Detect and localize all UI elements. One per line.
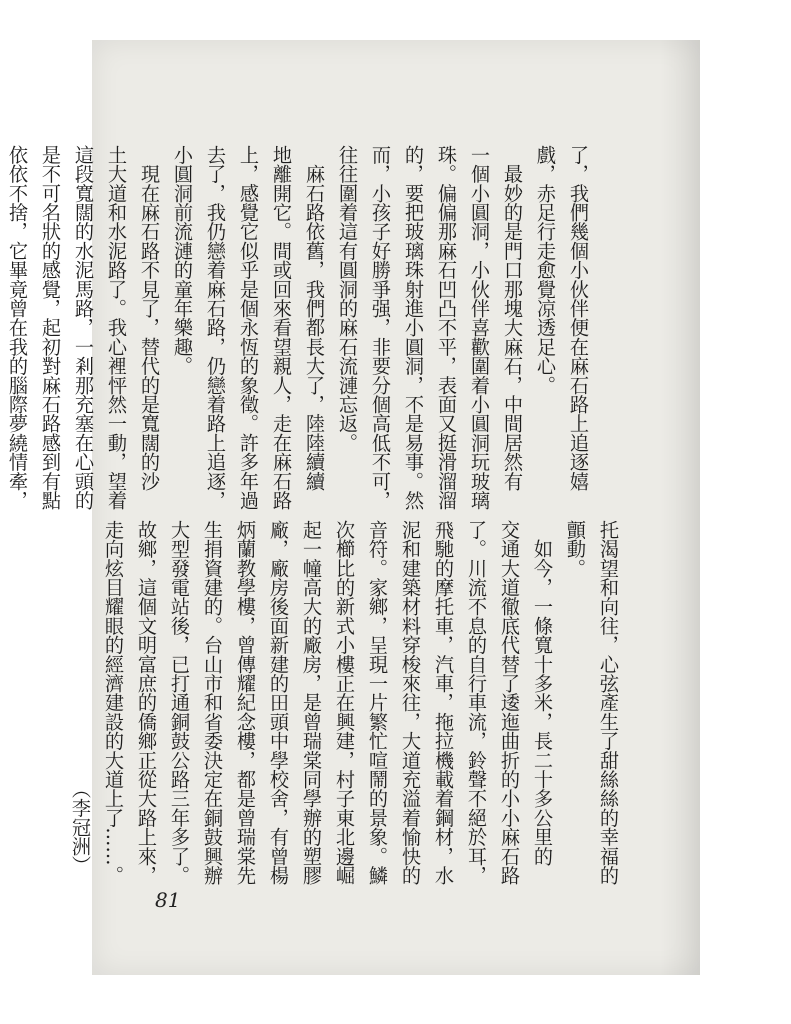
text-line: 托渴望和向往，心弦產生了甜絲絲的幸福的: [597, 520, 620, 885]
text-line: [0, 145, 1, 505]
text-line: 炳蘭教學樓，曾傳耀紀念樓，都是曾瑞棠先: [234, 520, 257, 885]
text-line: 是不可名狀的感覺，起初對麻石路感到有點: [39, 145, 62, 510]
text-line: 的，要把玻璃珠射進小圓洞，不是易事。然: [402, 145, 425, 510]
text-line: 現在麻石路不見了，替代的是寬闊的沙: [138, 145, 161, 491]
text-line: 起一幢高大的廠房，是曾瑞棠同學辦的塑膠: [300, 520, 323, 885]
text-line: 了，我們幾個小伙伴便在麻石路上追逐嬉: [567, 145, 590, 491]
text-line: 交通大道徹底代替了逶迤曲折的小小麻石路: [498, 520, 521, 885]
text-line: 而，小孩子好勝爭强，非要分個高低不可，: [369, 145, 392, 510]
text-line: 小圓洞前流漣的童年樂趣。: [171, 145, 194, 376]
text-line: 了。川流不息的自行車流，鈴聲不絕於耳，: [465, 520, 488, 885]
text-line: 依依不捨，它畢竟曾在我的腦際夢繞情牽，: [6, 145, 29, 510]
text-line: 去了，我仍戀着麻石路，仍戀着路上追逐，: [204, 145, 227, 510]
text-line: 生捐資建的。台山市和省委決定在銅鼓興辦: [201, 520, 224, 885]
text-line: 土大道和水泥路了。我心裡怦然一動，望着: [105, 145, 128, 510]
text-line: 戲，赤足行走愈覺凉透足心。: [534, 145, 557, 395]
text-line: 走向炫目耀眼的經濟建設的大道上了……。: [102, 520, 125, 885]
text-line: 如今，一條寬十多米，長二十多公里的: [531, 520, 554, 866]
text-line: 飛馳的摩托車，汽車，拖拉機載着鋼材，水: [432, 520, 455, 885]
text-line: 一個小圓洞，小伙伴喜歡圍着小圓洞玩玻璃: [468, 145, 491, 510]
text-line: 這段寬闊的水泥馬路，一剎那充塞在心頭的: [72, 145, 95, 510]
text-line: 泥和建築材料穿梭來往，大道充溢着愉快的: [399, 520, 422, 885]
text-line: 次櫛比的新式小樓正在興建，村子東北邊崛: [333, 520, 356, 885]
author-signature: （李冠洲）: [69, 779, 92, 875]
text-line: 音符。家鄉，呈現一片繁忙喧鬧的景象。鱗: [366, 520, 389, 885]
text-line: 珠。偏偏那麻石凹凸不平，表面又挺滑溜溜: [435, 145, 458, 510]
page-number: 81: [155, 888, 181, 912]
text-line: 最妙的是門口那塊大麻石，中間居然有: [501, 145, 524, 491]
text-block-bottom: [69, 520, 625, 885]
text-line: 麻石路依舊，我們都長大了，陸陸續續: [303, 145, 326, 491]
text-line: 廠，廠房後面新建的田頭中學校舍，有曾楊: [267, 520, 290, 885]
text-line: 大型發電站後，已打通銅鼓公路三年多了。: [168, 520, 191, 885]
text-line: 地離開它。間或回來看望親人，走在麻石路: [270, 145, 293, 510]
text-block-top: [6, 145, 595, 510]
text-line: 故鄉，這個文明富庶的僑鄉正從大路上來，: [135, 520, 158, 885]
text-line: 上，感覺它似乎是個永恆的象徵。許多年過: [237, 145, 260, 510]
text-line: 顫動。: [564, 520, 587, 578]
text-line: 往往圍着這有圓洞的麻石流漣忘返。: [336, 145, 359, 453]
